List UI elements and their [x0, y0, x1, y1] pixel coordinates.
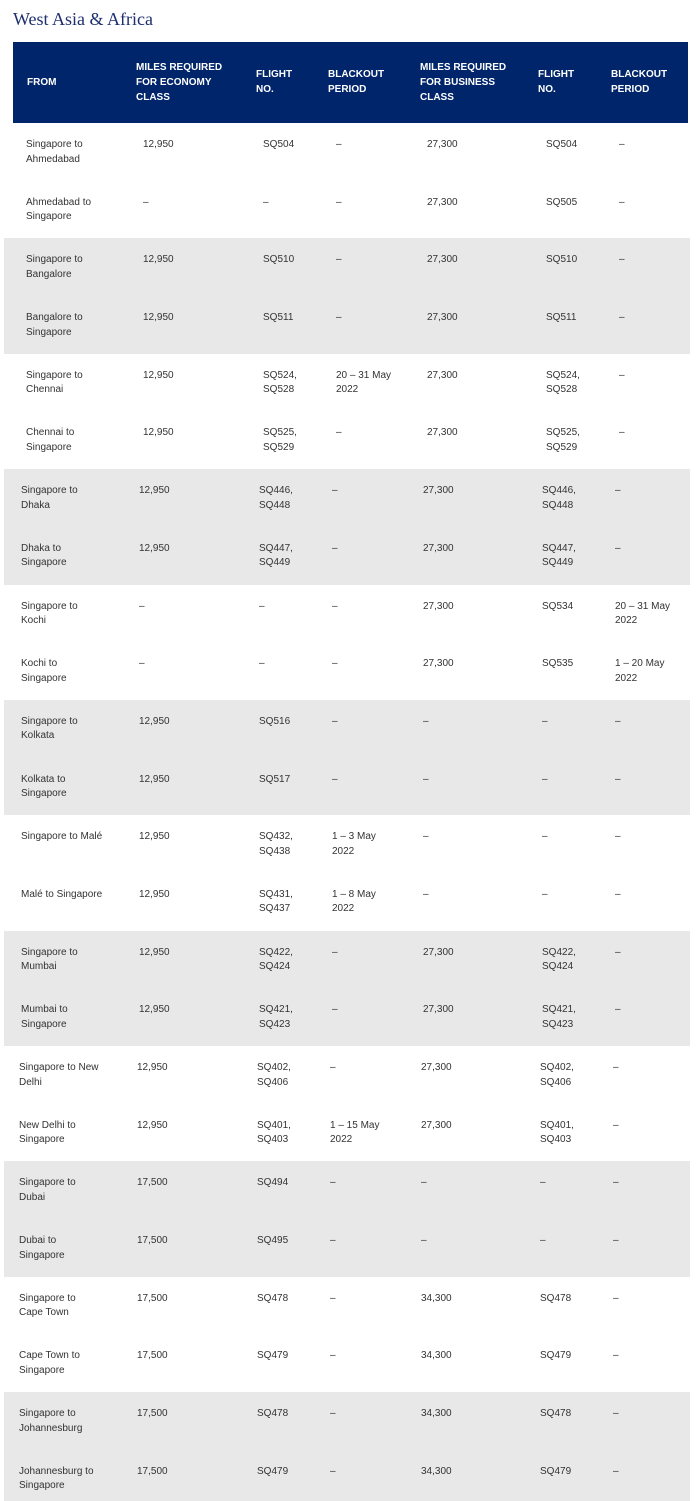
cell-business-miles: –	[423, 831, 429, 843]
cell-business-miles: 27,300	[421, 1119, 452, 1131]
cell-economy-flight-no: SQ478	[257, 1292, 289, 1304]
cell-economy-blackout: –	[336, 139, 342, 150]
cell-economy-blackout: –	[330, 1350, 336, 1362]
cell-business-flight-no: SQ535	[542, 658, 574, 670]
cell-economy-flight-no: SQ525, SQ529	[263, 427, 297, 453]
cell-business-miles: 27,300	[423, 485, 454, 497]
cell-business-blackout: –	[615, 715, 621, 727]
table-row	[4, 469, 690, 527]
table-row	[4, 700, 690, 758]
cell-from: Dhaka to Singapore	[21, 542, 67, 569]
cell-from: Chennai to Singapore	[26, 427, 75, 453]
cell-business-flight-no: SQ505	[546, 196, 578, 208]
cell-economy-flight-no: SQ510	[263, 254, 295, 266]
cell-from: Singapore to Malé	[21, 831, 103, 843]
cell-business-flight-no: –	[542, 715, 548, 727]
cell-economy-blackout: –	[330, 1408, 336, 1420]
cell-business-miles: –	[421, 1177, 427, 1189]
cell-economy-blackout: –	[332, 715, 338, 727]
cell-economy-miles: 12,950	[139, 773, 170, 785]
cell-business-flight-no: –	[542, 831, 548, 843]
table-row	[4, 1392, 690, 1450]
cell-economy-miles: 17,500	[137, 1177, 168, 1189]
cell-business-flight-no: –	[542, 888, 548, 900]
row-group	[4, 469, 690, 584]
cell-economy-miles: 17,500	[137, 1292, 168, 1304]
cell-economy-miles: 12,950	[139, 888, 170, 900]
cell-economy-flight-no: SQ495	[257, 1235, 289, 1247]
cell-business-flight-no: SQ478	[540, 1292, 572, 1304]
cell-business-miles: 34,300	[421, 1292, 452, 1304]
cell-economy-blackout: –	[332, 946, 338, 958]
cell-business-miles: 27,300	[423, 658, 454, 670]
cell-economy-miles: 12,950	[139, 1004, 170, 1016]
cell-business-miles: 27,300	[421, 1062, 452, 1073]
header-business-miles: MILES REQUIRED FOR BUSINESS CLASS	[420, 62, 507, 103]
cell-from: Dubai to Singapore	[19, 1235, 65, 1261]
cell-business-blackout: –	[613, 1465, 619, 1477]
table-row	[4, 527, 690, 585]
cell-business-blackout: –	[615, 542, 621, 554]
cell-business-flight-no: SQ421, SQ423	[542, 1004, 576, 1030]
table-row	[4, 123, 690, 181]
cell-economy-flight-no: SQ511	[263, 312, 294, 324]
cell-economy-miles: 12,950	[139, 542, 170, 554]
cell-business-flight-no: –	[542, 773, 548, 785]
cell-economy-flight-no: SQ401, SQ403	[257, 1119, 291, 1146]
cell-from: Singapore to Johannesburg	[19, 1408, 83, 1434]
table-row	[4, 354, 690, 412]
cell-business-miles: –	[423, 888, 429, 900]
header-business-blackout: BLACKOUT PERIOD	[611, 69, 668, 95]
row-group	[4, 1277, 690, 1392]
cell-economy-miles: 17,500	[137, 1235, 168, 1247]
row-group	[4, 815, 690, 930]
row-group	[4, 123, 690, 238]
cell-from: Malé to Singapore	[21, 888, 103, 900]
row-group	[4, 931, 690, 1046]
cell-economy-miles: 12,950	[143, 369, 174, 381]
table-row	[4, 931, 690, 989]
cell-economy-miles: 17,500	[137, 1465, 168, 1477]
cell-business-flight-no: –	[540, 1177, 546, 1189]
cell-economy-miles: 12,950	[139, 946, 170, 958]
cell-economy-flight-no: SQ479	[257, 1465, 289, 1477]
cell-economy-blackout: –	[330, 1177, 336, 1189]
cell-economy-blackout: –	[332, 773, 338, 785]
cell-economy-flight-no: SQ478	[257, 1408, 289, 1420]
cell-business-blackout: –	[619, 254, 625, 266]
cell-from: Singapore to Dubai	[19, 1177, 76, 1203]
cell-business-blackout: –	[613, 1062, 619, 1073]
cell-economy-blackout: –	[330, 1292, 336, 1304]
cell-business-flight-no: –	[540, 1235, 546, 1247]
cell-economy-flight-no: SQ504	[263, 139, 295, 150]
table-row	[4, 1219, 690, 1277]
cell-business-blackout: –	[613, 1408, 619, 1420]
table-row	[4, 585, 690, 643]
cell-economy-flight-no: SQ402, SQ406	[257, 1062, 291, 1088]
cell-economy-flight-no: SQ432, SQ438	[259, 831, 293, 857]
cell-economy-miles: 17,500	[137, 1350, 168, 1362]
cell-business-flight-no: SQ402, SQ406	[540, 1062, 574, 1088]
cell-economy-flight-no: –	[263, 196, 269, 208]
table-row	[4, 1104, 690, 1162]
table-row	[4, 1277, 690, 1335]
cell-economy-blackout: –	[332, 600, 338, 612]
cell-business-miles: 27,300	[423, 946, 454, 958]
cell-from: Singapore to Ahmedabad	[26, 139, 83, 165]
cell-economy-blackout: –	[336, 196, 342, 208]
cell-economy-miles: –	[139, 600, 145, 612]
cell-from: Johannesburg to Singapore	[19, 1465, 94, 1492]
cell-economy-flight-no: SQ479	[257, 1350, 289, 1362]
cell-economy-miles: 12,950	[137, 1062, 168, 1073]
cell-from: Ahmedabad to Singapore	[26, 196, 92, 223]
cell-business-flight-no: SQ478	[540, 1408, 572, 1420]
cell-business-miles: 34,300	[421, 1408, 452, 1420]
cell-business-blackout: –	[619, 139, 625, 150]
cell-from: Kolkata to Singapore	[21, 773, 67, 800]
cell-business-flight-no: SQ479	[540, 1350, 572, 1362]
cell-economy-miles: 12,950	[139, 715, 170, 727]
cell-business-blackout: –	[615, 485, 621, 497]
miles-table	[0, 42, 690, 1501]
cell-economy-flight-no: –	[259, 600, 265, 612]
table-row	[4, 296, 690, 354]
cell-from: Kochi to Singapore	[21, 658, 67, 684]
cell-business-blackout: 1 – 20 May 2022	[615, 658, 665, 684]
cell-business-miles: 27,300	[423, 1004, 454, 1016]
cell-from: Singapore to Bangalore	[26, 254, 83, 280]
cell-business-miles: 27,300	[427, 139, 458, 150]
cell-economy-flight-no: SQ422, SQ424	[259, 946, 293, 973]
cell-economy-miles: –	[139, 658, 145, 670]
cell-business-flight-no: SQ447, SQ449	[542, 542, 576, 569]
cell-business-miles: 27,300	[427, 427, 458, 439]
cell-from: Singapore to Chennai	[26, 369, 83, 396]
cell-business-miles: –	[423, 773, 429, 785]
cell-economy-blackout: –	[332, 658, 338, 670]
cell-from: Singapore to Dhaka	[21, 485, 78, 511]
cell-business-flight-no: SQ511	[546, 312, 577, 324]
cell-business-miles: 34,300	[421, 1350, 452, 1362]
cell-from: Singapore to Kolkata	[21, 715, 78, 742]
cell-business-miles: –	[423, 715, 429, 727]
cell-economy-flight-no: SQ431, SQ437	[259, 888, 293, 915]
cell-economy-blackout: –	[330, 1235, 336, 1247]
cell-business-flight-no: SQ479	[540, 1465, 572, 1477]
table-row	[4, 815, 690, 873]
header-business-flight: FLIGHT NO.	[538, 69, 575, 95]
cell-economy-miles: –	[143, 196, 149, 208]
cell-business-blackout: –	[615, 888, 621, 900]
cell-business-miles: 27,300	[427, 196, 458, 208]
table-row	[4, 758, 690, 816]
cell-business-miles: 27,300	[427, 369, 458, 381]
cell-economy-flight-no: SQ524, SQ528	[263, 369, 297, 396]
row-group	[4, 238, 690, 353]
cell-economy-blackout: –	[336, 312, 342, 324]
cell-business-flight-no: SQ525, SQ529	[546, 427, 580, 453]
cell-from: Singapore to Kochi	[21, 600, 78, 626]
cell-economy-blackout: 1 – 15 May 2022	[330, 1119, 380, 1146]
table-row	[4, 181, 690, 239]
cell-from: Singapore to Mumbai	[21, 946, 78, 973]
cell-economy-miles: 12,950	[143, 312, 174, 324]
cell-economy-flight-no: SQ516	[259, 715, 291, 727]
table-row	[4, 988, 690, 1046]
header-economy-flight: FLIGHT NO.	[256, 69, 293, 95]
cell-economy-blackout: 1 – 8 May 2022	[332, 888, 376, 915]
cell-business-flight-no: SQ446, SQ448	[542, 485, 576, 511]
cell-economy-miles: 12,950	[139, 831, 170, 843]
cell-business-miles: 27,300	[423, 600, 454, 612]
row-group	[4, 1392, 690, 1501]
row-group	[4, 354, 690, 469]
table-row	[4, 1046, 690, 1104]
cell-business-flight-no: SQ510	[546, 254, 578, 266]
cell-business-blackout: –	[619, 369, 625, 381]
cell-economy-flight-no: SQ447, SQ449	[259, 542, 293, 569]
table-header	[13, 42, 688, 123]
cell-economy-blackout: 1 – 3 May 2022	[332, 831, 376, 857]
cell-economy-miles: 12,950	[137, 1119, 168, 1131]
cell-economy-blackout: 20 – 31 May 2022	[336, 369, 392, 396]
header-economy-blackout: BLACKOUT PERIOD	[328, 69, 385, 95]
cell-economy-flight-no: SQ494	[257, 1177, 289, 1189]
table-body	[0, 123, 690, 1501]
cell-business-flight-no: SQ524, SQ528	[546, 369, 580, 396]
cell-economy-flight-no: SQ421, SQ423	[259, 1004, 293, 1030]
cell-business-blackout: –	[619, 196, 625, 208]
cell-economy-blackout: –	[336, 254, 342, 266]
cell-from: Bangalore to Singapore	[26, 312, 83, 338]
cell-business-flight-no: SQ504	[546, 139, 578, 150]
row-group	[4, 1046, 690, 1161]
cell-business-blackout: –	[613, 1177, 619, 1189]
cell-business-flight-no: SQ422, SQ424	[542, 946, 576, 973]
cell-economy-flight-no: SQ517	[259, 773, 291, 785]
table-row	[4, 238, 690, 296]
cell-business-flight-no: SQ534	[542, 600, 574, 612]
cell-business-miles: 27,300	[423, 542, 454, 554]
header-from: FROM	[27, 77, 57, 88]
cell-business-blackout: –	[613, 1119, 619, 1131]
cell-economy-blackout: –	[332, 485, 338, 497]
cell-economy-miles: 12,950	[143, 139, 174, 150]
cell-economy-blackout: –	[336, 427, 342, 439]
table-row	[4, 1450, 690, 1501]
cell-business-blackout: 20 – 31 May 2022	[615, 600, 671, 626]
cell-business-blackout: –	[613, 1350, 619, 1362]
table-row	[4, 1334, 690, 1392]
cell-business-blackout: –	[619, 427, 625, 439]
row-group	[4, 585, 690, 700]
cell-business-flight-no: SQ401, SQ403	[540, 1119, 574, 1146]
cell-economy-blackout: –	[332, 542, 338, 554]
cell-economy-miles: 17,500	[137, 1408, 168, 1420]
cell-business-blackout: –	[615, 831, 621, 843]
cell-business-blackout: –	[613, 1235, 619, 1247]
cell-business-miles: 34,300	[421, 1465, 452, 1477]
row-group	[4, 1161, 690, 1276]
cell-business-blackout: –	[615, 946, 621, 958]
cell-economy-flight-no: –	[259, 658, 265, 670]
cell-business-blackout: –	[619, 312, 625, 324]
cell-from: Cape Town to Singapore	[19, 1350, 80, 1376]
cell-from: New Delhi to Singapore	[19, 1119, 76, 1146]
table-row	[4, 642, 690, 700]
cell-economy-miles: 12,950	[143, 427, 174, 439]
table-row	[4, 1161, 690, 1219]
page-title: West Asia & Africa	[13, 9, 154, 29]
table-row	[4, 873, 690, 931]
row-group	[4, 700, 690, 815]
table-row	[4, 411, 690, 469]
cell-business-miles: 27,300	[427, 312, 458, 324]
cell-economy-blackout: –	[330, 1465, 336, 1477]
header-economy-miles: MILES REQUIRED FOR ECONOMY CLASS	[136, 62, 223, 103]
cell-economy-blackout: –	[330, 1062, 336, 1073]
cell-from: Singapore to Cape Town	[19, 1292, 76, 1319]
cell-economy-miles: 12,950	[143, 254, 174, 266]
cell-business-blackout: –	[615, 1004, 621, 1016]
cell-from: Singapore to New Delhi	[19, 1062, 99, 1088]
cell-business-blackout: –	[615, 773, 621, 785]
cell-economy-blackout: –	[332, 1004, 338, 1016]
cell-economy-miles: 12,950	[139, 485, 170, 497]
cell-economy-flight-no: SQ446, SQ448	[259, 485, 293, 511]
cell-from: Mumbai to Singapore	[21, 1004, 68, 1030]
cell-business-miles: 27,300	[427, 254, 458, 266]
cell-business-blackout: –	[613, 1292, 619, 1304]
cell-business-miles: –	[421, 1235, 427, 1247]
